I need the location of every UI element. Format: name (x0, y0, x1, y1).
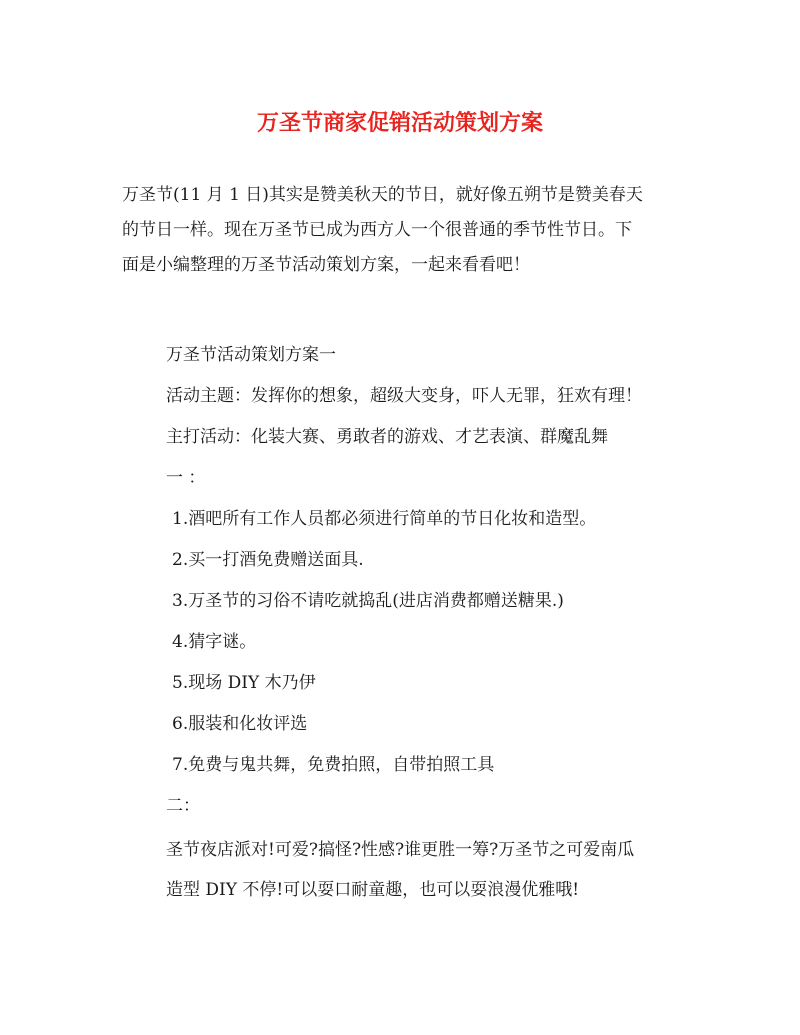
list-item: 2.买一打酒免费赠送面具. (172, 550, 364, 570)
intro-line: 面是小编整理的万圣节活动策划方案，一起来看看吧！ (122, 255, 530, 275)
main-activities: 主打活动：化装大赛、勇敢者的游戏、才艺表演、群魔乱舞 (166, 427, 608, 447)
list-item: 4.猜字谜。 (172, 632, 257, 652)
list-item: 1.酒吧所有工作人员都必须进行简单的节日化妆和造型。 (172, 509, 597, 529)
intro-line: 的节日一样。现在万圣节已成为西方人一个很普通的季节性节日。下 (122, 220, 632, 240)
closing-line: 圣节夜店派对!可爱?搞怪?性感?谁更胜一筹?万圣节之可爱南瓜 (166, 840, 635, 860)
closing-paragraph (166, 830, 726, 910)
plan-heading: 万圣节活动策划方案一 (166, 345, 336, 365)
intro-line: 万圣节(11 月 1 日)其实是赞美秋天的节日，就好像五朔节是赞美春天 (122, 185, 643, 205)
part-one-label: 一 ： (166, 468, 206, 488)
list-item: 5.现场 DIY 木乃伊 (172, 673, 316, 693)
list-item: 6.服装和化妆评选 (172, 714, 308, 734)
plan-section (166, 340, 726, 832)
activity-theme: 活动主题：发挥你的想象，超级大变身，吓人无罪，狂欢有理！ (166, 386, 642, 406)
document-title: 万圣节商家促销活动策划方案 (256, 110, 543, 136)
intro-paragraph (122, 178, 682, 283)
list-item: 3.万圣节的习俗不请吃就捣乱(进店消费都赠送糖果.) (172, 591, 564, 611)
closing-line: 造型 DIY 不停!可以耍口耐童趣，也可以耍浪漫优雅哦! (166, 880, 580, 900)
part-two-label: 二： (166, 796, 200, 816)
list-item: 7.免费与鬼共舞，免费拍照，自带拍照工具 (172, 755, 495, 775)
